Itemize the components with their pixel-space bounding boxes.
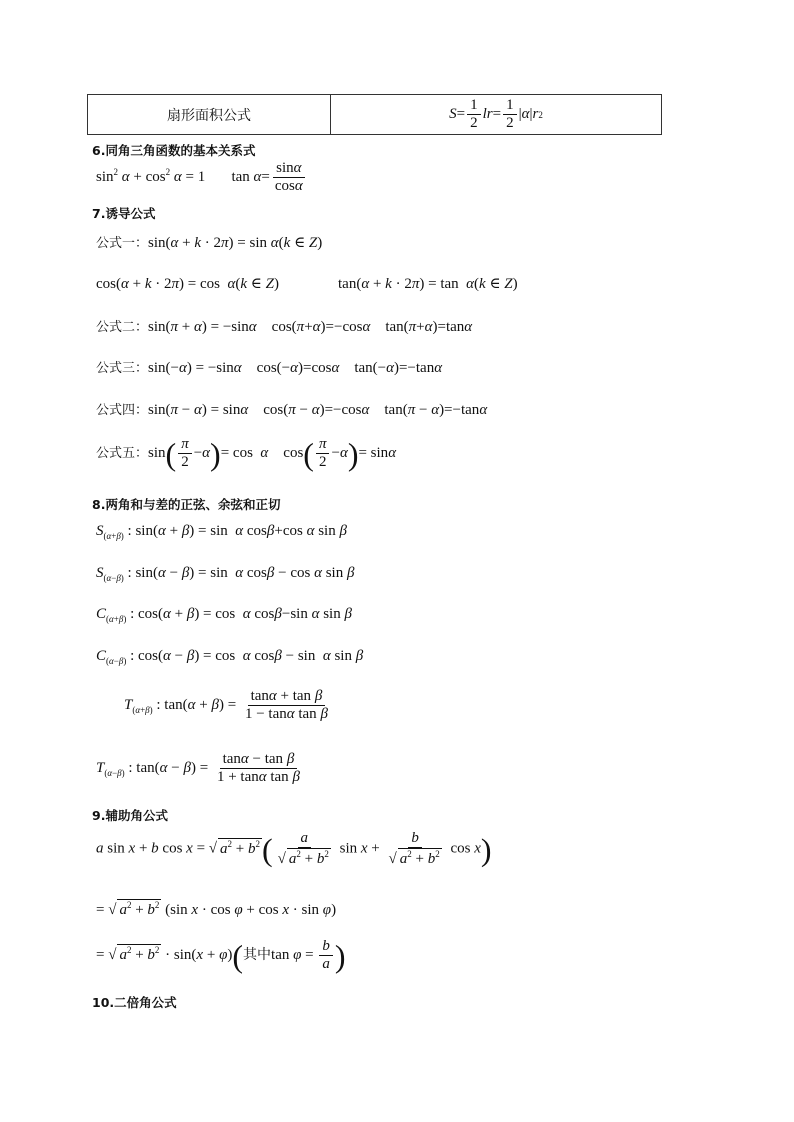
- formula-2-label: 公式二：: [96, 320, 149, 335]
- auxiliary-note-label: 其中: [243, 947, 272, 964]
- cosine-sum-formula: $C_{(\alpha+\beta)}$ : cos(α + β) = cos α cosβ−sin α sin β: [96, 606, 352, 624]
- tangent-sum-formula: $T_{(\alpha+\beta)}$ : tan(α + β) = $\frac{\text{tanα + tan β}}{\text{1 − tanα tan β}}$: [124, 688, 328, 723]
- sector-area-formula: S = 1 2 lr = 1 2 | α | r 2: [449, 96, 543, 131]
- section-7-title: 7.诱导公式: [92, 206, 156, 221]
- section-10-title: 10.二倍角公式: [92, 995, 177, 1010]
- formula-4-label: 公式四：: [96, 403, 149, 418]
- auxiliary-angle-line-2: = √ $a^2 + b^2$ (sin x · cos φ + cos x · sin φ): [96, 900, 337, 918]
- cosine-difference-formula: $C_{(\alpha-\beta)}$ : cos(α − β) = cos α cosβ − sin α sin β: [96, 648, 364, 666]
- reduction-formula-1c: tan(α + k · 2π) = tan α(k ∈ Z): [338, 276, 518, 292]
- sector-area-label: 扇形面积公式: [167, 107, 251, 124]
- sine-difference-formula: $S_{(\alpha-\beta)}$ : sin(α − β) = sin α cosβ − cos α sin β: [96, 565, 355, 583]
- reduction-formula-5: 公式五：sin( $\frac{\pi}{2}$ −α)= cos α cos( $\frac{\pi}{2}$ −α)= sinα: [96, 435, 397, 472]
- auxiliary-angle-line-1: a sin x + b cos x = √ $a^2 + b^2$( $\frac{a}{√ a^2 + b^2}$ sin x + $\frac{b}{√ a^2 + b^2}$ cos x): [96, 830, 492, 868]
- reduction-formula-1b: cos(α + k · 2π) = cos α(k ∈ Z): [96, 276, 279, 292]
- section-6-title: 6.同角三角函数的基本关系式: [92, 143, 256, 158]
- reduction-formula-4: 公式四：sin(π − α) = sinα cos(π − α)=−cosα tan(π − α)=−tanα: [96, 402, 488, 418]
- reduction-formula-2: 公式二：sin(π + α) = −sinα cos(π+α)=−cosα tan(π+α)=tanα: [96, 319, 473, 335]
- auxiliary-angle-line-3: = √ $a^2 + b^2 \cdot \sin(x + \varphi)$(其中tan φ = $\frac{b}{a}$ ): [96, 937, 346, 974]
- sine-sum-formula: $S_{(\alpha+\beta)}$ : sin(α + β) = sin α cosβ+cos α sin β: [96, 523, 347, 541]
- pythagorean-identity: $\sin^2 \alpha + \cos^2 \alpha = 1$ tan α= $\frac{\sin\alpha}{\cos\alpha}$: [96, 160, 303, 195]
- reduction-formula-3: 公式三：sin(−α) = −sinα cos(−α)=cosα tan(−α)=−tanα: [96, 360, 443, 376]
- reduction-formula-1a: 公式一：sin(α + k · 2π) = sin α(k ∈ Z): [96, 235, 323, 251]
- tangent-difference-formula: $T_{(\alpha-\beta)}$ : tan(α − β) = $\frac{\text{tanα − tan β}}{\text{1 + tanα tan β}}$: [96, 751, 300, 786]
- sector-area-table: [87, 94, 662, 135]
- formula-1-label: 公式一：: [96, 236, 149, 251]
- formula-3-label: 公式三：: [96, 361, 149, 376]
- section-8-title: 8.两角和与差的正弦、余弦和正切: [92, 497, 281, 512]
- section-9-title: 9.辅助角公式: [92, 808, 168, 823]
- formula-5-label: 公式五：: [96, 446, 149, 462]
